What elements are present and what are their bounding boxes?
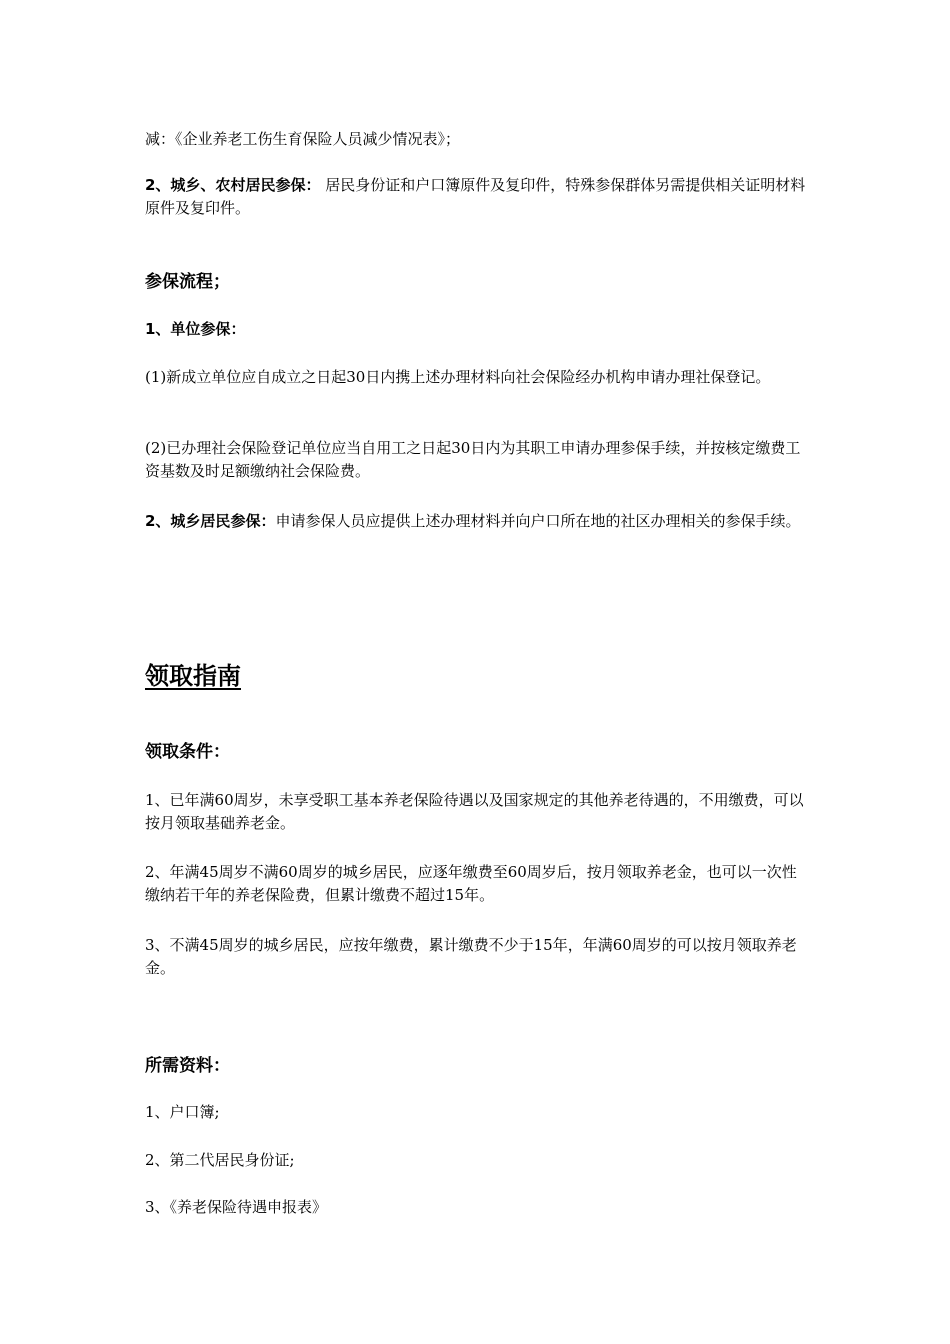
resident-enrollment-paragraph <box>145 510 810 533</box>
condition-item: 1、已年满60周岁，未享受职工基本养老保险待遇以及国家规定的其他养老待遇的，不用缴费，可以按月领取基础养老金。 <box>145 791 804 832</box>
resident-materials-label: 2、城乡、农村居民参保： <box>145 176 321 194</box>
unit-enrollment-step-2: (2)已办理社会保险登记单位应当自用工之日起30日内为其职工申请办理参保手续，并按核定缴费工资基数及时足额缴纳社会保险费。 <box>145 439 801 480</box>
conditions-heading: 领取条件： <box>145 742 230 762</box>
guide-title: 领取指南 <box>145 662 241 690</box>
material-item: 2、第二代居民身份证; <box>145 1151 295 1169</box>
condition-item: 2、年满45周岁不满60周岁的城乡居民，应逐年缴费至60周岁后，按月领取养老金，也可以一次性缴纳若干年的养老保险费，但累计缴费不超过15年。 <box>145 863 797 904</box>
material-item: 1、户口簿; <box>145 1103 220 1121</box>
reduction-line: 减：《企业养老工伤生育保险人员减少情况表》； <box>145 130 461 148</box>
resident-materials-paragraph <box>145 174 810 220</box>
condition-item: 3、不满45周岁的城乡居民，应按年缴费，累计缴费不少于15年，年满60周岁的可以按月领取养老金。 <box>145 936 797 977</box>
resident-enrollment-label: 2、城乡居民参保： <box>145 512 276 530</box>
process-heading: 参保流程； <box>145 272 230 292</box>
unit-enrollment-label: 1、单位参保： <box>145 320 246 338</box>
unit-enrollment-step-1: (1)新成立单位应自成立之日起30日内携上述办理材料向社会保险经办机构申请办理社保登记。 <box>145 368 771 386</box>
materials-heading: 所需资料： <box>145 1056 230 1076</box>
resident-materials-text: 居民身份证和户口簿原件及复印件，特殊参保群体另需提供相关证明材料原件及复印件。 <box>145 176 806 217</box>
resident-enrollment-text: 申请参保人员应提供上述办理材料并向户口所在地的社区办理相关的参保手续。 <box>275 512 801 530</box>
material-item: 3、《养老保险待遇申报表》 <box>145 1198 328 1216</box>
